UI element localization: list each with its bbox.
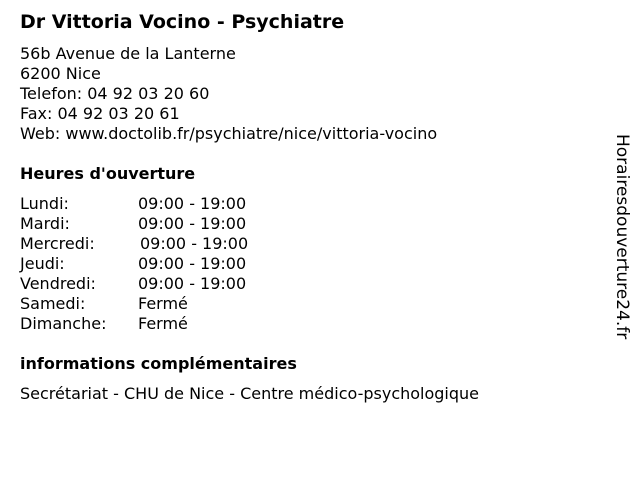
day-hours: 09:00 - 19:00 xyxy=(138,274,247,293)
address-block xyxy=(20,44,437,144)
day-label: Samedi: xyxy=(20,294,86,313)
additional-info-text: Secrétariat - CHU de Nice - Centre médico-psychologique xyxy=(20,384,480,403)
fax-number: Fax: 04 92 03 20 61 xyxy=(20,104,180,123)
day-label: Dimanche: xyxy=(20,314,107,333)
city: 6200 Nice xyxy=(20,64,101,83)
watermark xyxy=(612,134,636,374)
day-hours: 09:00 - 19:00 xyxy=(140,234,249,253)
phone-number: Telefon: 04 92 03 20 60 xyxy=(20,84,210,103)
day-hours: Fermé xyxy=(138,294,188,313)
day-label: Mercredi: xyxy=(20,234,95,253)
day-hours: Fermé xyxy=(138,314,188,333)
additional-info-heading: informations complémentaires xyxy=(20,354,297,373)
day-hours: 09:00 - 19:00 xyxy=(138,194,247,213)
street-address: 56b Avenue de la Lanterne xyxy=(20,44,236,63)
day-label: Lundi: xyxy=(20,194,69,213)
day-hours: 09:00 - 19:00 xyxy=(138,214,247,233)
website: Web: www.doctolib.fr/psychiatre/nice/vittoria-vocino xyxy=(20,124,438,143)
day-label: Jeudi: xyxy=(20,254,65,273)
day-hours: 09:00 - 19:00 xyxy=(138,254,247,273)
watermark-text: Horairesdouverture24.fr xyxy=(612,134,632,340)
day-label: Mardi: xyxy=(20,214,70,233)
day-label: Vendredi: xyxy=(20,274,96,293)
page-title: Dr Vittoria Vocino - Psychiatre xyxy=(20,11,345,33)
opening-hours-heading: Heures d'ouverture xyxy=(20,164,196,183)
